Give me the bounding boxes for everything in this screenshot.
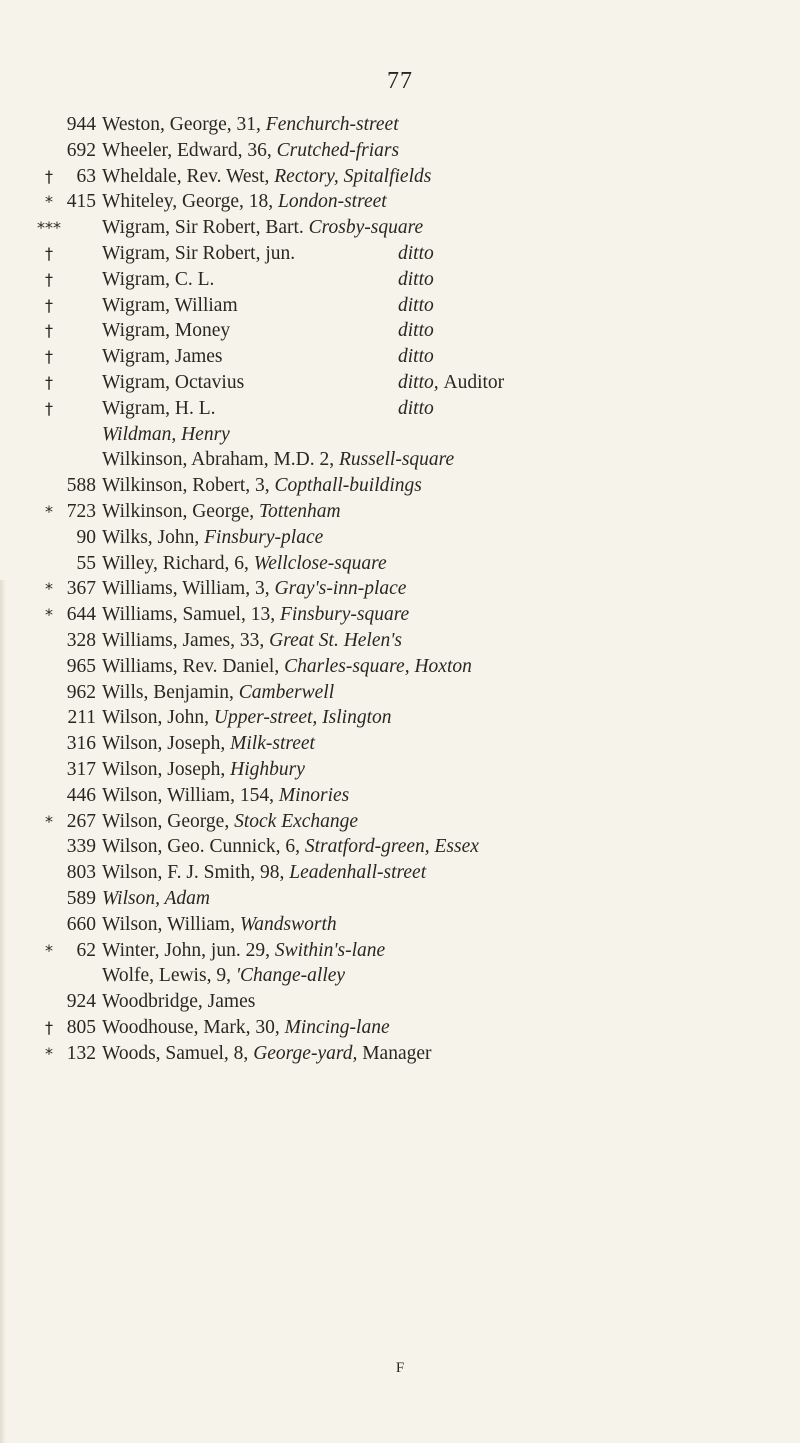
entry-address: Crutched-friars xyxy=(276,139,400,161)
list-item xyxy=(0,912,800,938)
entry-number: 317 xyxy=(66,758,96,780)
entry-name: Wilson, Geo. Cunnick, 6, xyxy=(102,836,300,858)
entry-text xyxy=(102,680,334,706)
list-item xyxy=(0,422,800,448)
entry-number: 367 xyxy=(66,578,96,600)
entry-address: Copthall-buildings xyxy=(274,475,422,497)
entry-name: Wilson, Joseph, xyxy=(102,733,226,755)
list-item xyxy=(0,267,800,293)
entry-number: 589 xyxy=(66,887,96,909)
entry-mark: † xyxy=(45,166,53,186)
list-item xyxy=(0,551,800,577)
entry-number: 62 xyxy=(76,939,96,961)
list-item xyxy=(0,138,800,164)
entry-mark: † xyxy=(45,269,53,289)
entry-number: 132 xyxy=(66,1042,96,1064)
entry-text xyxy=(102,241,295,267)
entry-name: Williams, William, 3, xyxy=(102,578,270,600)
entry-text xyxy=(102,860,426,886)
list-item xyxy=(0,1041,800,1067)
entry-text xyxy=(102,989,255,1015)
entry-address: Minories xyxy=(278,784,350,806)
ditto-text: ditto xyxy=(398,397,434,419)
entry-name: Winter, John, jun. 29, xyxy=(102,939,270,961)
entry-mark: † xyxy=(45,321,53,341)
entry-name: Wigram, Money xyxy=(102,320,231,342)
list-item xyxy=(0,164,800,190)
entry-number: 660 xyxy=(66,913,96,935)
entry-number: 692 xyxy=(66,139,96,161)
entry-name: Wolfe, Lewis, 9, xyxy=(102,965,231,987)
entry-text xyxy=(102,628,402,654)
entry-address: 'Change-alley xyxy=(235,965,346,987)
entry-name: Wheeler, Edward, 36, xyxy=(102,139,272,161)
entry-text xyxy=(102,1015,390,1041)
entry-address-ditto xyxy=(398,241,434,267)
entry-name: Wilson, Adam xyxy=(102,887,210,909)
entry-mark: † xyxy=(45,295,53,315)
entry-number: 723 xyxy=(66,500,96,522)
list-item xyxy=(0,834,800,860)
entry-mark: * xyxy=(45,811,53,831)
list-item xyxy=(0,680,800,706)
ditto-text: ditto xyxy=(398,242,434,264)
entry-number: 316 xyxy=(66,733,96,755)
entry-name: Woodhouse, Mark, 30, xyxy=(102,1016,280,1038)
entry-number: 446 xyxy=(66,784,96,806)
entry-number: 944 xyxy=(66,114,96,135)
entry-address: Highbury xyxy=(230,758,305,780)
entry-mark: * xyxy=(45,1043,53,1063)
list-item xyxy=(0,112,800,138)
entry-name: Wills, Benjamin, xyxy=(102,681,234,703)
list-item xyxy=(0,318,800,344)
entry-text xyxy=(102,886,210,912)
list-item xyxy=(0,783,800,809)
entry-text xyxy=(102,267,214,293)
entry-number: 339 xyxy=(66,836,96,858)
entry-address: Leadenhall-street xyxy=(289,862,427,884)
entry-number: 90 xyxy=(76,526,96,548)
entry-address: Camberwell xyxy=(238,681,335,703)
entry-address: Gray's-inn-place xyxy=(274,578,407,600)
entry-text xyxy=(102,293,238,319)
entry-text xyxy=(102,318,230,344)
entry-address-ditto xyxy=(398,396,434,422)
entry-name: Wilson, George, xyxy=(102,810,230,832)
list-item xyxy=(0,757,800,783)
entry-name: Wilson, F. J. Smith, 98, xyxy=(102,862,285,884)
list-item xyxy=(0,344,800,370)
entry-text xyxy=(102,1041,432,1067)
entry-name: Wigram, Sir Robert, jun. xyxy=(102,242,296,264)
entry-address: Stratford-green, Essex xyxy=(304,836,479,858)
entry-number: 211 xyxy=(67,707,96,729)
entry-text xyxy=(102,473,422,499)
entry-text xyxy=(102,731,315,757)
entry-name: Williams, Rev. Daniel, xyxy=(102,655,280,677)
entry-text xyxy=(102,422,230,448)
entry-text xyxy=(102,602,409,628)
entry-name: Wilson, William, xyxy=(102,913,235,935)
entry-address-ditto xyxy=(398,344,434,370)
entry-text xyxy=(102,963,345,989)
entry-mark: * xyxy=(45,579,53,599)
entry-text xyxy=(102,499,341,525)
entry-text xyxy=(102,551,387,577)
entry-address-ditto xyxy=(398,267,434,293)
entry-text xyxy=(102,447,454,473)
list-item xyxy=(0,602,800,628)
entry-address: Tottenham xyxy=(259,500,341,522)
entry-text xyxy=(102,138,399,164)
entry-name: Whiteley, George, 18, xyxy=(102,191,274,213)
entry-text xyxy=(102,757,305,783)
entry-text xyxy=(102,370,244,396)
entry-address: Russell-square xyxy=(339,449,455,471)
entry-name: Wilkinson, Abraham, M.D. 2, xyxy=(102,449,335,471)
entry-address: Wandsworth xyxy=(239,913,337,935)
entry-mark: † xyxy=(45,398,53,418)
list-item xyxy=(0,731,800,757)
list-item xyxy=(0,396,800,422)
list-item xyxy=(0,473,800,499)
list-item xyxy=(0,576,800,602)
entry-text xyxy=(102,809,358,835)
entry-text xyxy=(102,215,423,241)
entry-address-ditto xyxy=(398,318,434,344)
list-item xyxy=(0,447,800,473)
entry-text xyxy=(102,525,323,551)
entry-text xyxy=(102,938,385,964)
list-item xyxy=(0,189,800,215)
entry-name: Wigram, C. L. xyxy=(102,268,215,290)
entry-address: Fenchurch-street xyxy=(265,114,399,135)
list-item xyxy=(0,241,800,267)
entry-address: Charles-square, Hoxton xyxy=(284,655,472,677)
list-item xyxy=(0,886,800,912)
entry-name: Wigram, H. L. xyxy=(102,397,216,419)
entry-name: Wilson, John, xyxy=(102,707,210,729)
entry-number: 588 xyxy=(66,475,96,497)
entry-address: London-street xyxy=(278,191,387,213)
entry-text xyxy=(102,834,479,860)
entry-address: George-yard, xyxy=(253,1042,358,1064)
list-item xyxy=(0,654,800,680)
entry-name: Wilson, Joseph, xyxy=(102,758,226,780)
entry-name: Wigram, James xyxy=(102,346,223,368)
entry-name: Weston, George, 31, xyxy=(102,114,261,135)
list-item xyxy=(0,989,800,1015)
entry-address: Great St. Helen's xyxy=(269,629,403,651)
entry-mark: † xyxy=(45,1017,53,1037)
entry-address: Swithin's-lane xyxy=(274,939,386,961)
list-item xyxy=(0,938,800,964)
entry-name: Wigram, Sir Robert, Bart. xyxy=(102,217,304,239)
entry-name: Wigram, Octavius xyxy=(102,371,245,393)
entry-mark: † xyxy=(45,243,53,263)
entry-number: 328 xyxy=(66,629,96,651)
entry-address: Finsbury-square xyxy=(279,604,410,626)
ditto-text: ditto xyxy=(398,346,434,368)
entry-name: Williams, James, 33, xyxy=(102,629,265,651)
entry-number: 415 xyxy=(66,191,96,213)
entry-mark: * xyxy=(45,192,53,212)
entry-address: Finsbury-place xyxy=(204,526,324,548)
entry-number: 805 xyxy=(66,1016,96,1038)
list-item xyxy=(0,525,800,551)
entry-number: 803 xyxy=(66,862,96,884)
list-item xyxy=(0,809,800,835)
entry-name: Wigram, William xyxy=(102,294,238,316)
entry-mark: * xyxy=(45,605,53,625)
entry-text xyxy=(102,112,399,138)
entry-mark: * xyxy=(45,501,53,521)
entry-address: Mincing-lane xyxy=(284,1016,390,1038)
entry-text xyxy=(102,164,431,190)
list-item xyxy=(0,499,800,525)
entry-address: Stock Exchange xyxy=(234,810,359,832)
page-number: 77 xyxy=(387,68,413,94)
list-item xyxy=(0,215,800,241)
ditto-text: ditto xyxy=(398,268,434,290)
ditto-text: ditto xyxy=(398,294,434,316)
list-item xyxy=(0,628,800,654)
entry-address: Wellclose-square xyxy=(253,552,387,574)
entry-name: Wildman, Henry xyxy=(102,423,230,445)
list-item xyxy=(0,1015,800,1041)
entry-name: Wheldale, Rev. West, xyxy=(102,165,270,187)
entry-number: 644 xyxy=(66,604,96,626)
entry-text xyxy=(102,705,392,731)
list-item xyxy=(0,370,800,396)
entry-number: 267 xyxy=(66,810,96,832)
entry-address: Rectory, Spitalfields xyxy=(274,165,432,187)
entry-name: Wilks, John, xyxy=(102,526,200,548)
entry-role: Auditor xyxy=(443,371,505,393)
entry-mark: *** xyxy=(37,218,61,238)
entry-name: Willey, Richard, 6, xyxy=(102,552,249,574)
entry-role: Manager xyxy=(362,1042,432,1064)
signature-mark: F xyxy=(395,1360,405,1376)
entry-name: Wilkinson, George, xyxy=(102,500,255,522)
entry-address: Milk-street xyxy=(230,733,315,755)
ditto-text: ditto, xyxy=(398,371,439,393)
entry-text xyxy=(102,576,406,602)
entry-name: Wilson, William, 154, xyxy=(102,784,274,806)
list-item xyxy=(0,705,800,731)
entry-address-ditto xyxy=(398,293,434,319)
entry-text xyxy=(102,396,215,422)
list-item xyxy=(0,860,800,886)
entry-text xyxy=(102,912,337,938)
entry-address-ditto xyxy=(398,370,504,396)
entry-address: Upper-street, Islington xyxy=(213,707,392,729)
entry-number: 965 xyxy=(66,655,96,677)
entry-address: Crosby-square xyxy=(308,217,424,239)
entry-mark: † xyxy=(45,347,53,367)
entry-text xyxy=(102,654,472,680)
entry-name: Woodbridge, James xyxy=(102,991,256,1013)
entry-number: 63 xyxy=(76,165,96,187)
list-item xyxy=(0,963,800,989)
subscriber-list xyxy=(0,112,800,1066)
entry-number: 962 xyxy=(66,681,96,703)
list-item xyxy=(0,293,800,319)
entry-text xyxy=(102,344,223,370)
entry-text xyxy=(102,189,387,215)
entry-number: 55 xyxy=(76,552,96,574)
ditto-text: ditto xyxy=(398,320,434,342)
entry-text xyxy=(102,783,349,809)
entry-name: Wilkinson, Robert, 3, xyxy=(102,475,270,497)
entry-number: 924 xyxy=(66,991,96,1013)
entry-mark: * xyxy=(45,940,53,960)
entry-mark: † xyxy=(45,372,53,392)
entry-name: Woods, Samuel, 8, xyxy=(102,1042,249,1064)
entry-name: Williams, Samuel, 13, xyxy=(102,604,276,626)
